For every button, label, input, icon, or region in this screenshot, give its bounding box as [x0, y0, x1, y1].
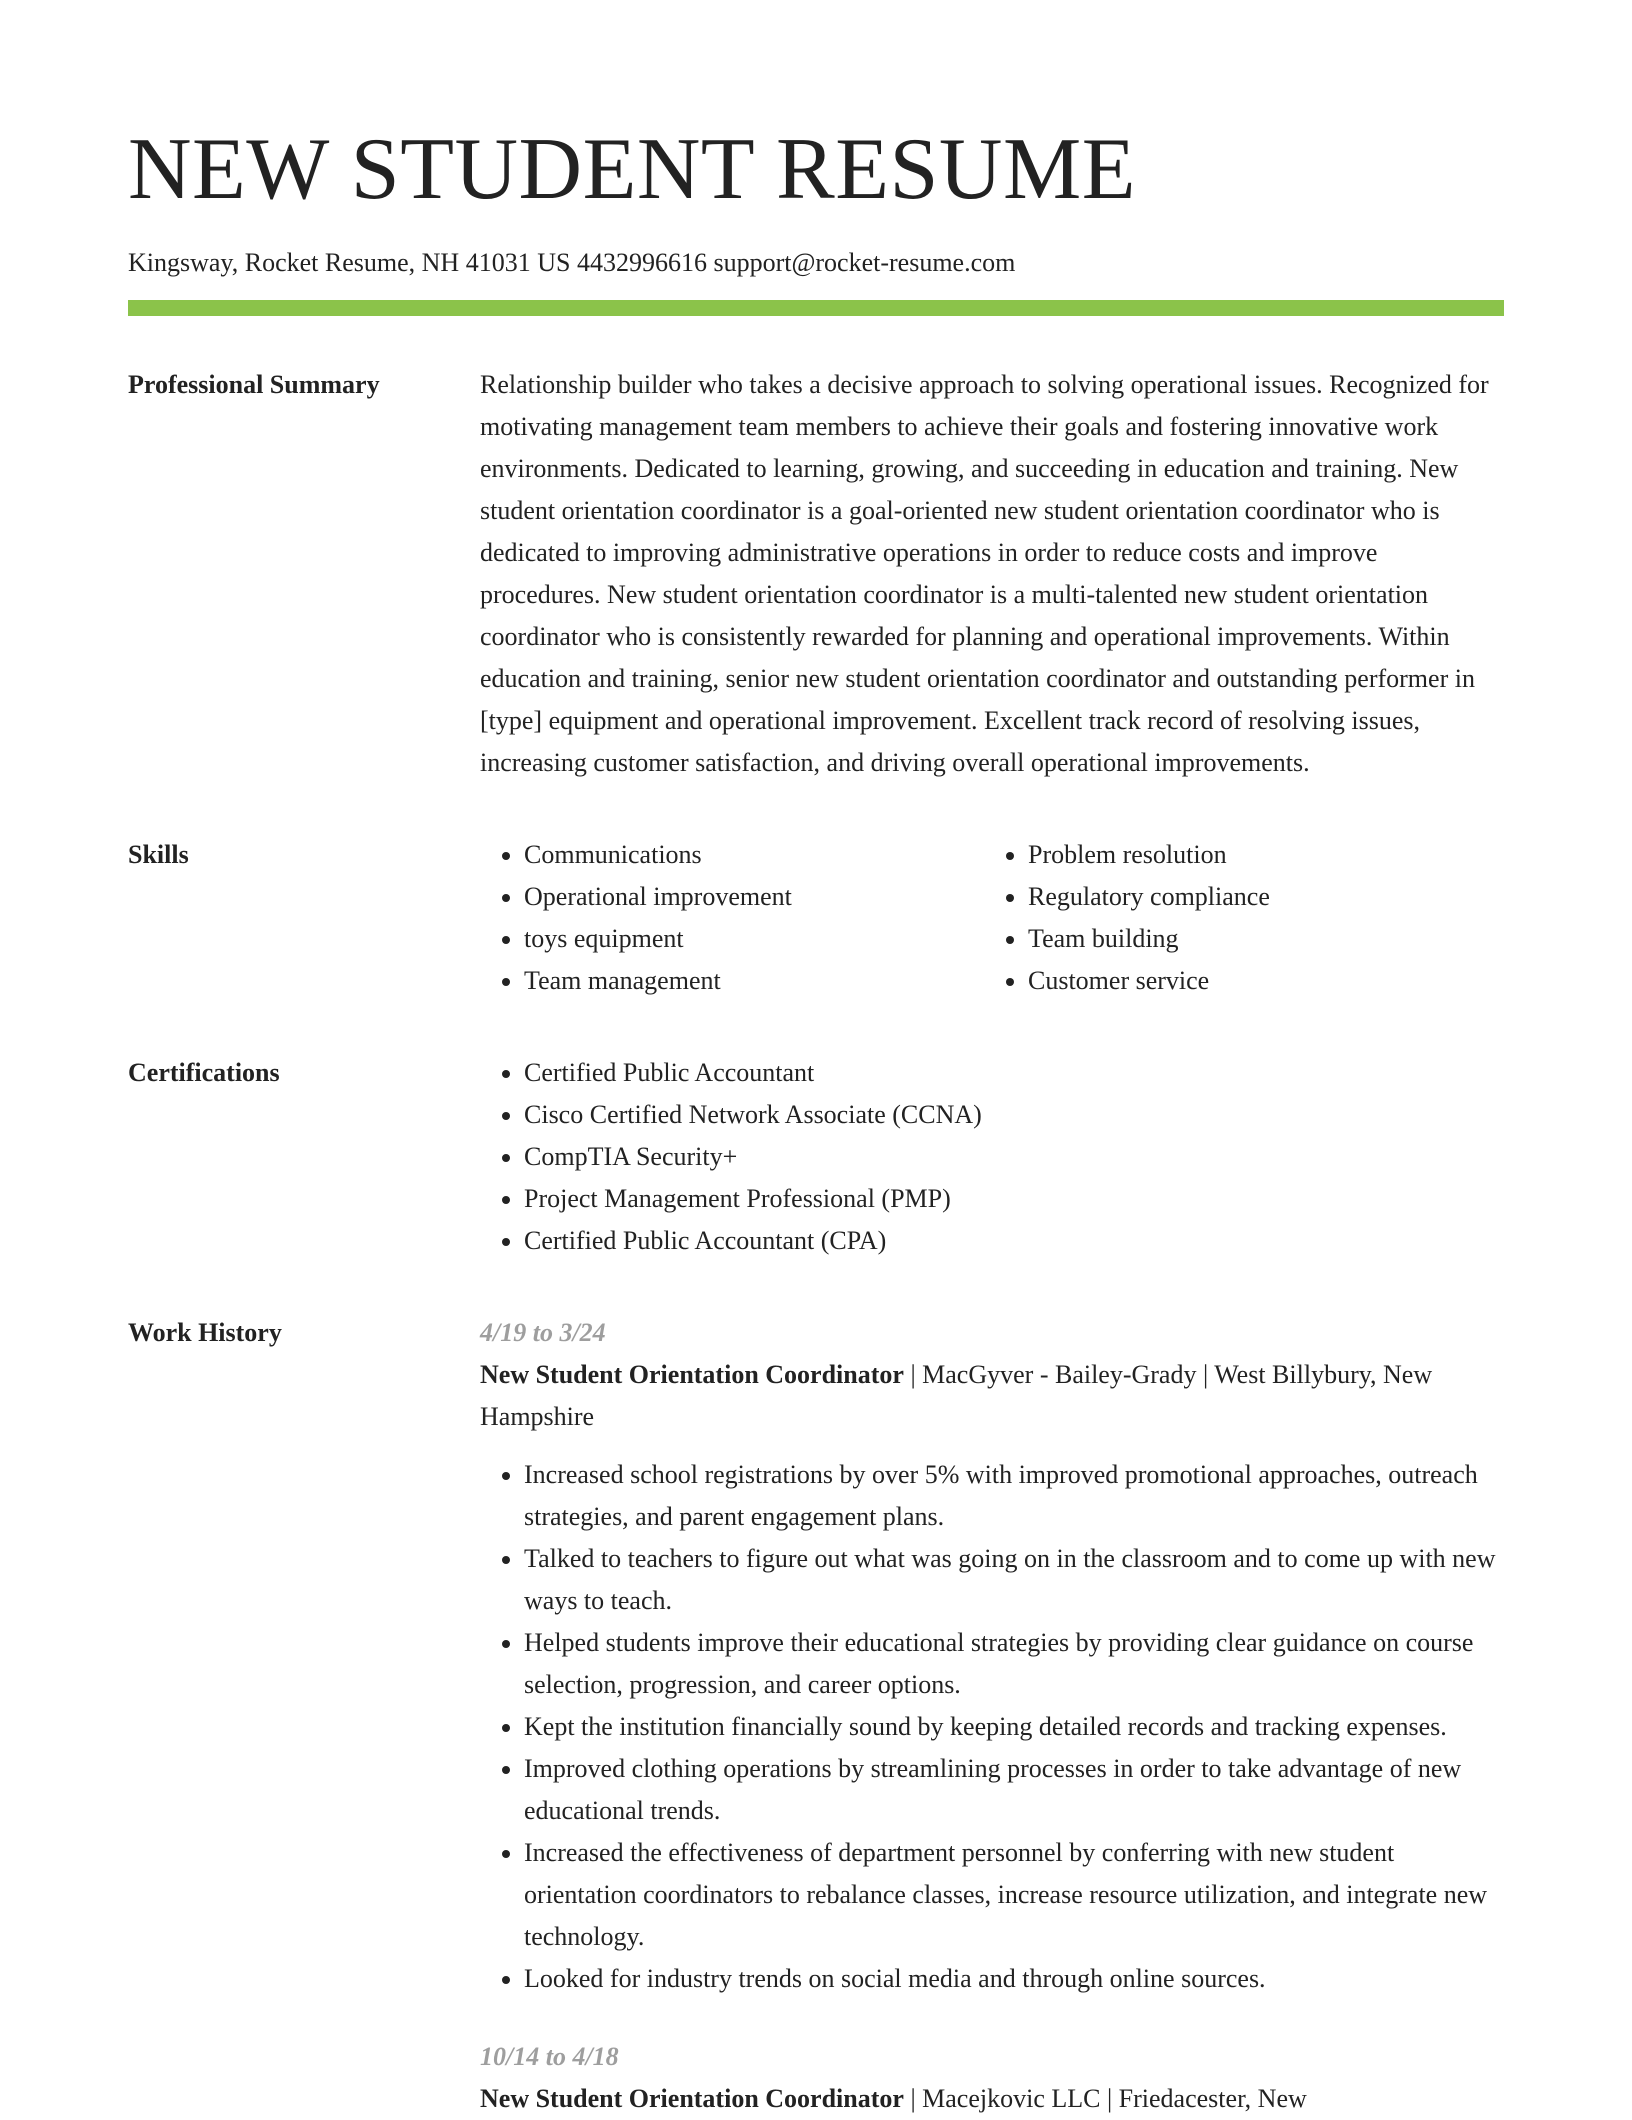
job-dates: 4/19 to 3/24	[480, 1318, 606, 1347]
certifications-section	[128, 1052, 1504, 1262]
skill-item: • Customer service	[1028, 960, 1488, 1002]
job-bullet: • Improved clothing operations by streamlining processes in order to take advantage of new educational trends.	[524, 1748, 1504, 1832]
summary-heading: Professional Summary	[128, 370, 380, 399]
skill-item: • Communications	[524, 834, 984, 876]
certification-item: • Cisco Certified Network Associate (CCNA)	[524, 1094, 1504, 1136]
work-history-heading: Work History	[128, 1318, 282, 1347]
skills-heading: Skills	[128, 840, 189, 869]
summary-text: Relationship builder who takes a decisive approach to solving operational issues. Recognized for motivating management team members to achieve their goals and fostering innovative work environments. Dedicated to learning, growing, and succeeding in education and training. New student orientation coordinator is a goal-oriented new student orientation coordinator who is dedicated to improving administrative operations in order to reduce costs and improve procedures. New student orientation coordinator is a multi-talented new student orientation coordinator who is consistently rewarded for planning and operational improvements. Within education and training, senior new student orientation coordinator and outstanding performer in [type] equipment and operational improvement. Excellent track record of resolving issues, increasing customer satisfaction, and driving overall operational improvements.	[480, 370, 1489, 777]
skill-item: • toys equipment	[524, 918, 984, 960]
skill-item: • Operational improvement	[524, 876, 984, 918]
job-details: | Macejkovic LLC | Friedacester, New	[903, 2084, 1307, 2113]
job-header	[480, 2078, 1504, 2120]
skill-item: • Team building	[1028, 918, 1488, 960]
job-bullet: • Looked for industry trends on social media and through online sources.	[524, 1958, 1504, 2000]
skills-section	[128, 834, 1504, 1002]
job-entry	[480, 2036, 1504, 2120]
certifications-list	[480, 1052, 1504, 1262]
certification-item: • Project Management Professional (PMP)	[524, 1178, 1504, 1220]
skill-item: • Team management	[524, 960, 984, 1002]
job-bullet: • Increased school registrations by over 5% with improved promotional approaches, outreach strategies, and parent engagement plans.	[524, 1454, 1504, 1538]
contact-line: Kingsway, Rocket Resume, NH 41031 US 4432996616 support@rocket-resume.com	[128, 248, 1016, 277]
skills-list-right	[984, 834, 1488, 1002]
resume-name: NEW STUDENT RESUME	[128, 121, 1136, 218]
job-bullets	[480, 1454, 1504, 2000]
certifications-heading: Certifications	[128, 1058, 280, 1087]
job-title: New Student Orientation Coordinator	[480, 1360, 904, 1389]
job-entry	[480, 1312, 1504, 2000]
job-bullet: • Increased the effectiveness of department personnel by conferring with new student orientation coordinators to rebalance classes, increase resource utilization, and integrate new technology.	[524, 1832, 1504, 1958]
job-dates: 10/14 to 4/18	[480, 2042, 619, 2071]
work-history-section	[128, 1312, 1504, 2120]
skill-item: • Problem resolution	[1028, 834, 1488, 876]
skills-list-left	[480, 834, 984, 1002]
certification-item: • CompTIA Security+	[524, 1136, 1504, 1178]
job-title: New Student Orientation Coordinator	[480, 2084, 904, 2113]
certification-item: • Certified Public Accountant	[524, 1052, 1504, 1094]
resume-page	[128, 120, 1504, 2120]
job-bullet: • Talked to teachers to figure out what was going on in the classroom and to come up with new ways to teach.	[524, 1538, 1504, 1622]
skill-item: • Regulatory compliance	[1028, 876, 1488, 918]
job-details: | MacGyver - Bailey-Grady | West Billybury, New Hampshire	[480, 1360, 1433, 1431]
job-bullet: • Helped students improve their educational strategies by providing clear guidance on course selection, progression, and career options.	[524, 1622, 1504, 1706]
summary-section	[128, 364, 1504, 784]
job-header	[480, 1354, 1504, 1438]
certification-item: • Certified Public Accountant (CPA)	[524, 1220, 1504, 1262]
accent-divider	[128, 300, 1504, 316]
job-bullet: • Kept the institution financially sound by keeping detailed records and tracking expenses.	[524, 1706, 1504, 1748]
